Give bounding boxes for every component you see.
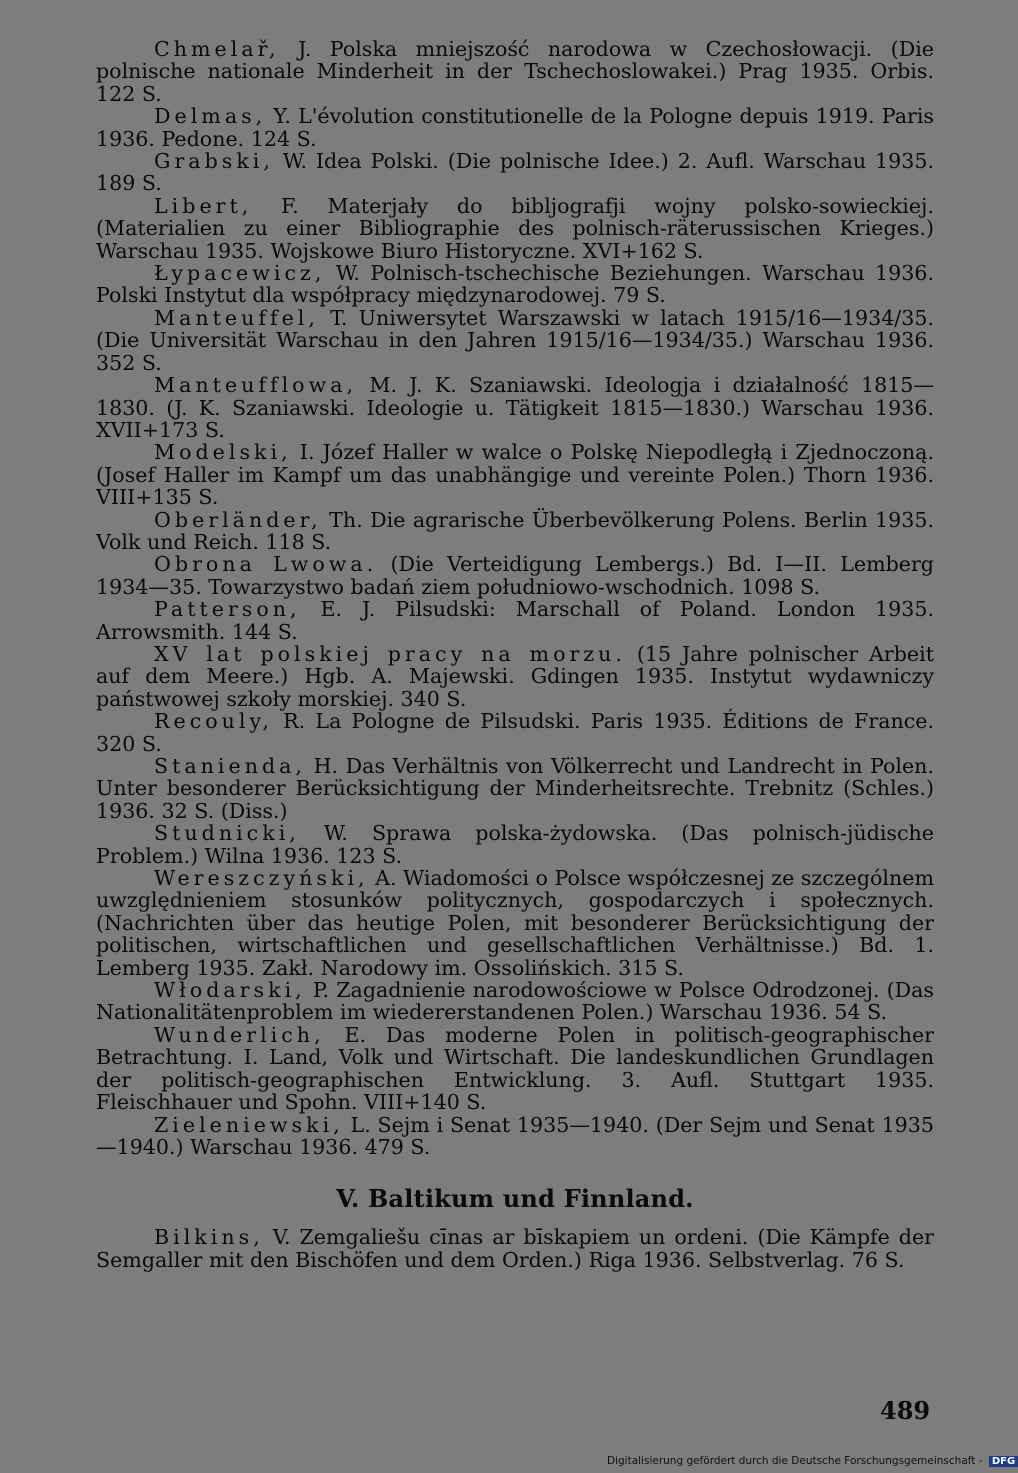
bibliography-list-section-v [96, 1226, 934, 1271]
entry-author: Stanienda, [154, 754, 306, 778]
entry-author: Wunderlich, [154, 1022, 325, 1047]
entry-author: Obrona Lwowa. [154, 552, 378, 577]
entry-author: Wereszczyński, [154, 866, 369, 891]
entry-text: V. Zemgaliešu cīnas ar bīskapiem un ordeni. (Die Kämpfe der Semgaller mit den Bischöfen und dem Orden.) Riga 1936. Selbstverlag. 76 S. [96, 1225, 934, 1272]
bibliography-entry [96, 979, 934, 1024]
entry-author: Patterson, [154, 597, 301, 622]
bibliography-entry [96, 262, 934, 307]
entry-text: I. Józef Haller w walce o Polskę Niepodległą i Zjednoczoną. (Josef Haller im Kampf um das unabhängige und vereinte Polen.) Thorn 1936. VIII+135 S. [96, 440, 934, 510]
entry-text: (Die Verteidigung Lembergs.) Bd. I—II. Lemberg 1934—35. Towarzystwo badań ziem południowo-wschodnich. 1098 S. [96, 552, 934, 599]
bibliography-entry [96, 710, 934, 755]
bibliography-entry [96, 822, 934, 867]
entry-author: Włodarski, [154, 978, 306, 1003]
entry-author: XV lat polskiej pracy na morzu. [154, 641, 626, 666]
bibliography-entry [96, 867, 934, 979]
bibliography-entry [96, 553, 934, 598]
entry-text: Th. Die agrarische Überbevölkerung Polens. Berlin 1935. Volk und Reich. 118 S. [96, 507, 934, 554]
entry-text: W. Polnisch-tschechische Beziehungen. Warschau 1936. Polski Instytut dla współpracy międzynarodowej. 79 S. [96, 261, 934, 308]
bibliography-entry [96, 643, 934, 710]
bibliography-entry [96, 307, 934, 374]
bibliography-entry [96, 374, 934, 441]
entry-text: T. Uniwersytet Warszawski w latach 1915/16—1934/35. (Die Universität Warschau in den Jahren 1915/16—1934/35.) Warschau 1936. 352 S. [96, 305, 934, 375]
entry-text: J. Polska mniejszość narodowa w Czechosłowacji. (Die polnische nationale Minderheit in der Tschechoslowakei.) Prag 1935. Orbis. 122 S. [96, 37, 934, 106]
entry-text: P. Zagadnienie narodowościowe w Polsce Odrodzonej. (Das Nationalitätenproblem im wiedererstandenen Polen.) Warschau 1936. 54 S. [96, 978, 934, 1025]
entry-text: H. Das Verhältnis von Völkerrecht und Landrecht in Polen. Unter besonderer Berücksichtigung der Minderheitsrechte. Trebnitz (Schles.) 1936. 32 S. (Diss.) [96, 754, 934, 823]
entry-author: Manteufflowa, [154, 373, 358, 398]
entry-text: F. Materjały do bibljografji wojny polsko-sowieckiej. (Materialien zu einer Bibliographie des polnisch-räterussischen Krieges.) Warschau 1935. Wojskowe Biuro Historyczne. XVI+162 S. [96, 193, 934, 263]
entry-text: R. La Pologne de Pilsudski. Paris 1935. Éditions de France. 320 S. [96, 709, 934, 756]
entry-text: L. Sejm i Senat 1935—1940. (Der Sejm und Senat 1935—1940.) Warschau 1936. 479 S. [96, 1112, 934, 1159]
entry-text: E. Das moderne Polen in politisch-geographischer Betrachtung. I. Land, Volk und Wirtschaft. Die landeskundlichen Grundlagen der politisch-geographischen Entwicklung. 3. Aufl. Stuttgart 1935. Fleischhauer und Spohn. VIII+140 S. [96, 1022, 934, 1115]
entry-text: M. J. K. Szaniawski. Ideologja i działalność 1815—1830. (J. K. Szaniawski. Ideologie u. Tätigkeit 1815—1830.) Warschau 1936. XVII+173 S. [96, 373, 934, 442]
entry-author: Oberländer, [154, 507, 322, 532]
bibliography-entry [96, 1024, 934, 1114]
entry-text: W. Sprawa polska-żydowska. (Das polnisch-jüdische Problem.) Wilna 1936. 123 S. [96, 821, 934, 868]
digitization-footer [607, 1455, 1018, 1467]
section-heading: V. Baltikum und Finnland. [336, 1184, 694, 1214]
entry-author: Delmas, [154, 104, 267, 129]
bibliography-entry [96, 509, 934, 554]
bibliography-entry [96, 1114, 934, 1159]
entry-author: Chmelař, [154, 37, 280, 61]
bibliography-entry [96, 598, 934, 643]
bibliography-entry [96, 150, 934, 195]
dfg-logo: DFG [989, 1456, 1018, 1467]
page-number: 489 [880, 1396, 931, 1425]
entry-author: Grabski, [154, 149, 274, 174]
entry-author: Modelski, [154, 440, 292, 465]
bibliography-list [96, 38, 934, 1158]
bibliography-entry [96, 105, 934, 150]
entry-author: Bilkins, [154, 1225, 264, 1250]
entry-text: E. J. Pilsudski: Marschall of Poland. London 1935. Arrowsmith. 144 S. [96, 597, 934, 644]
entry-author: Studnicki, [154, 821, 300, 846]
entry-text: A. Wiadomości o Polsce współczesnej ze szczególnem uwzględnieniem stosunków politycznych, gospodarczych i społecznych. (Nachrichten über das heutige Polen, mit besonderer Berücksichtigung der politischen, wirtschaftlichen und gesellschaftlichen Verhältnisse.) Bd. 1. Lemberg 1935. Zakł. Narodowy im. Ossolińskich. 315 S. [96, 866, 934, 980]
footer-text: Digitalisierung gefördert durch die Deutsche Forschungsgemeinschaft - [607, 1455, 983, 1467]
entry-text: (15 Jahre polnischer Arbeit auf dem Meere.) Hgb. A. Majewski. Gdingen 1935. Instytut wydawniczy państwowej szkoły morskiej. 340 S. [96, 641, 934, 711]
entry-text: W. Idea Polski. (Die polnische Idee.) 2. Aufl. Warschau 1935. 189 S. [96, 149, 934, 196]
entry-author: Libert, [154, 193, 253, 218]
bibliography-entry [96, 1226, 934, 1271]
bibliography-entry [96, 38, 934, 105]
entry-author: Recouly, [154, 709, 273, 734]
bibliography-entry [96, 755, 934, 822]
entry-text: Y. L'évolution constitutionelle de la Pologne depuis 1919. Paris 1936. Pedone. 124 S. [96, 104, 934, 151]
bibliography-entry [96, 441, 934, 508]
bibliography-entry [96, 195, 934, 262]
entry-author: Łypacewicz, [154, 261, 326, 286]
entry-author: Manteuffel, [154, 305, 319, 330]
page-body [96, 38, 934, 1271]
entry-author: Zieleniewski, [154, 1112, 344, 1137]
